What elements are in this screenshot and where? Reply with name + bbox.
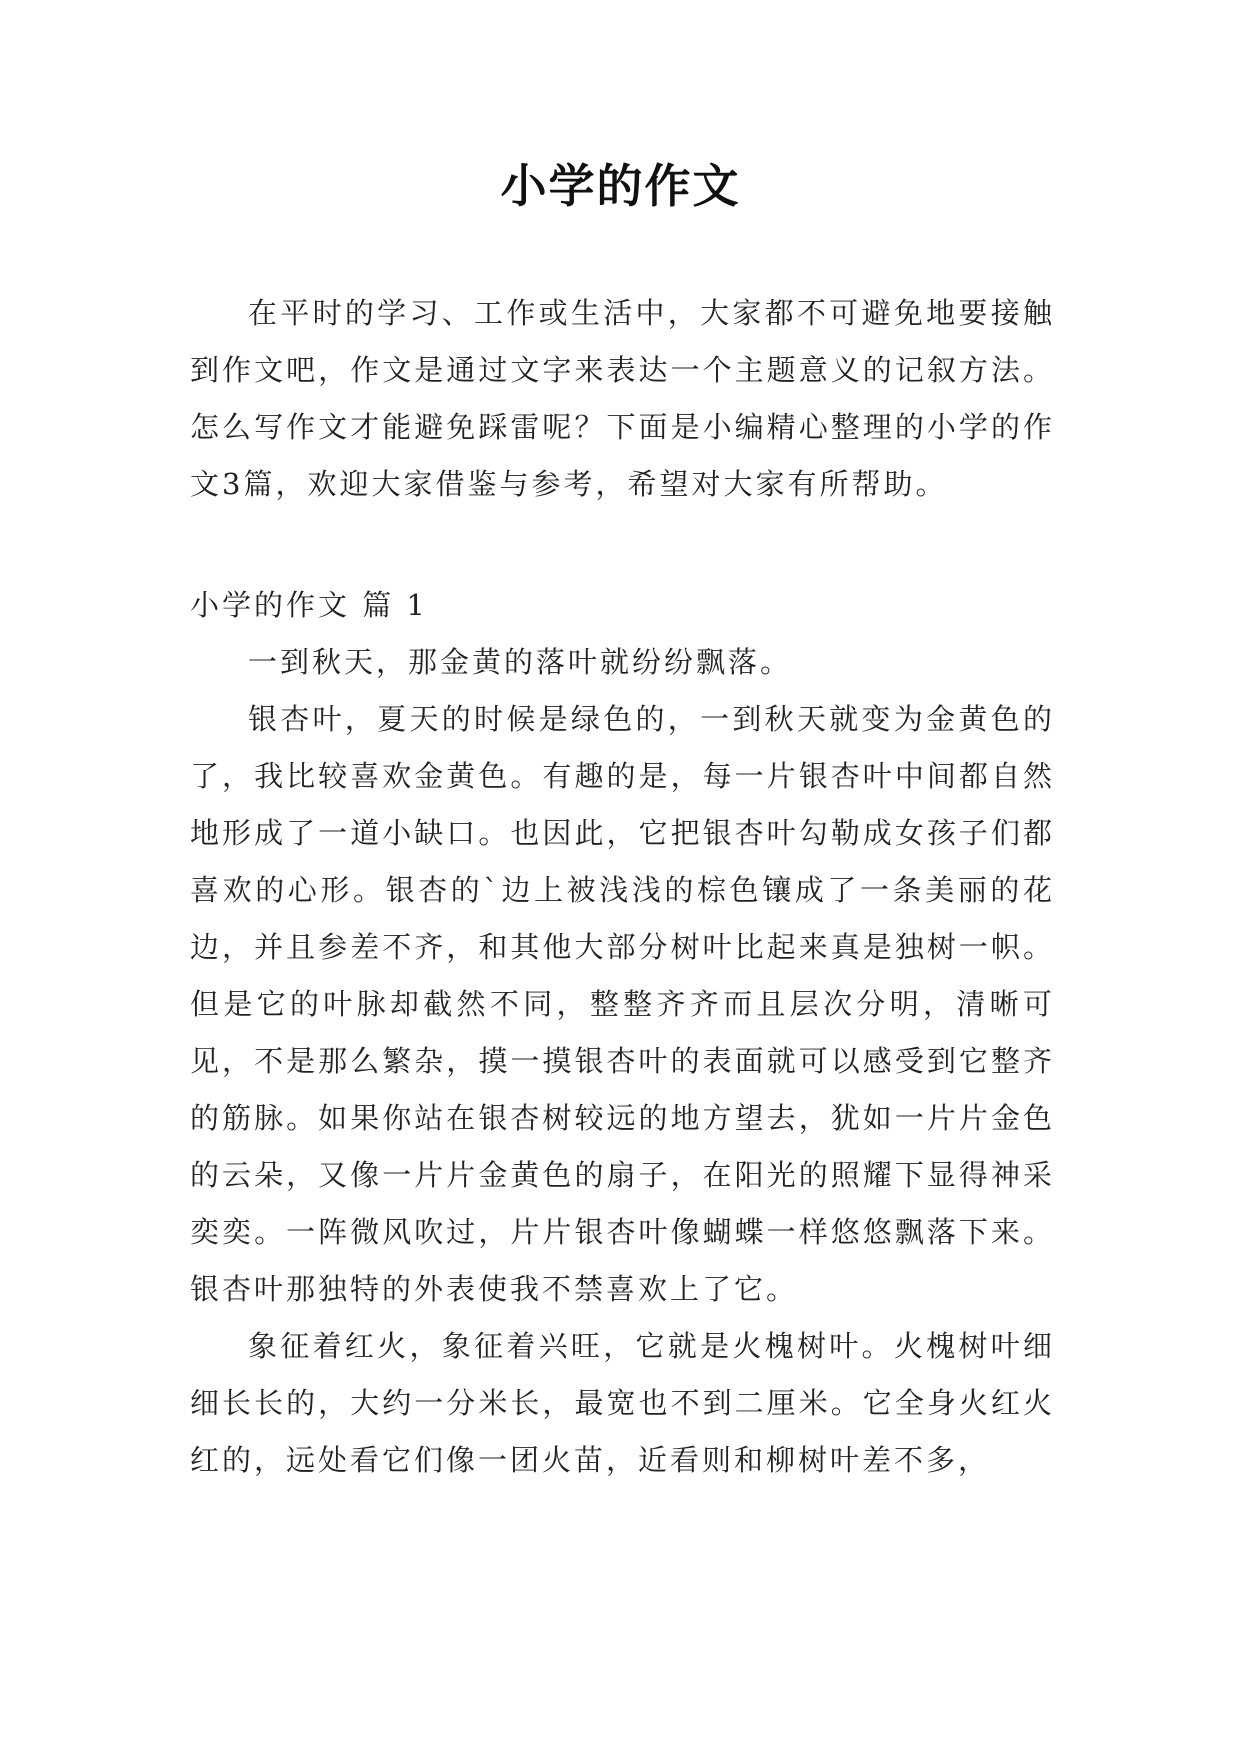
body-paragraph: 一到秋天，那金黄的落叶就纷纷飘落。 [248, 645, 793, 679]
section-1 [190, 577, 1055, 1489]
section-heading: 小学的作文 篇 1 [190, 588, 428, 622]
intro-block [190, 285, 1055, 513]
intro-paragraph: 在平时的学习、工作或生活中，大家都不可避免地要接触到作文吧，作文是通过文字来表达一个主题意义的记叙方法。怎么写作文才能避免踩雷呢？下面是小编精心整理的小学的作文3篇，欢迎大家借鉴与参考，希望对大家有所帮助。 [190, 296, 1055, 501]
document-title: 小学的作文 [500, 159, 741, 213]
body-paragraph: 银杏叶，夏天的时候是绿色的，一到秋天就变为金黄色的了，我比较喜欢金黄色。有趣的是，每一片银杏叶中间都自然地形成了一道小缺口。也因此，它把银杏叶勾勒成女孩子们都喜欢的心形。银杏的`边上被浅浅的棕色镶成了一条美丽的花边，并且参差不齐，和其他大部分树叶比起来真是独树一帜。但是它的叶脉却截然不同，整整齐齐而且层次分明，清晰可见，不是那么繁杂，摸一摸银杏叶的表面就可以感受到它整齐的筋脉。如果你站在银杏树较远的地方望去，犹如一片片金色的云朵，又像一片片金黄色的扇子，在阳光的照耀下显得神采奕奕。一阵微风吹过，片片银杏叶像蝴蝶一样悠悠飘落下来。银杏叶那独特的外表使我不禁喜欢上了它。 [190, 702, 1055, 1306]
body-paragraph: 象征着红火，象征着兴旺，它就是火槐树叶。火槐树叶细细长长的，大约一分米长，最宽也不到二厘米。它全身火红火红的，远处看它们像一团火苗，近看则和柳树叶差不多， [190, 1329, 1055, 1477]
